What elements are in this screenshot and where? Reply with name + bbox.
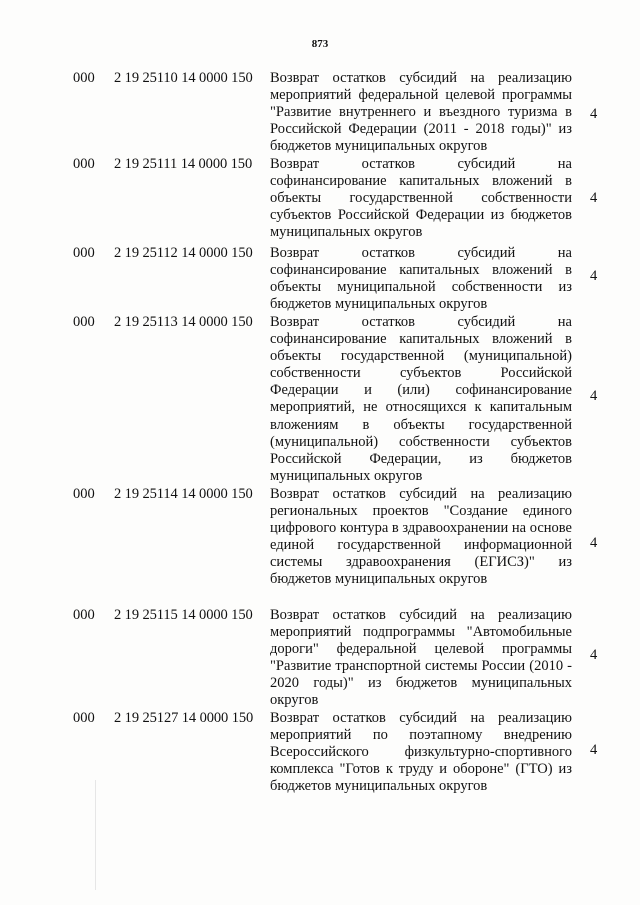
budget-classification-code: 2 19 25127 14 0000 150: [114, 710, 254, 726]
income-description: Возврат остатков субсидий на реализацию мероприятий по поэтапному внедрению Всероссийского физкультурно-спортивного комплекса "Готов к труду и обороне" (ГТО) из бюджетов муниципальных округов: [270, 710, 572, 795]
admin-code: 000: [73, 245, 95, 261]
income-description: Возврат остатков субсидий на софинансирование капитальных вложений в объекты государственной (муниципальной) собственности субъектов Российской Федерации и (или) софинансирование мероприятий, не относящихся к капитальным вложениям в объекты государственной (муниципальной) собственности субъектов Российской Федерации, из бюджетов муниципальных округов: [270, 314, 572, 484]
admin-code: 000: [73, 70, 95, 86]
norm-value: 4: [590, 106, 598, 122]
budget-classification-code: 2 19 25114 14 0000 150: [114, 486, 253, 502]
norm-value: 4: [590, 190, 598, 206]
norm-value: 4: [590, 742, 598, 758]
norm-value: 4: [590, 647, 598, 663]
budget-classification-code: 2 19 25111 14 0000 150: [114, 156, 253, 172]
budget-classification-code: 2 19 25115 14 0000 150: [114, 607, 253, 623]
income-description: Возврат остатков субсидий на софинансирование капитальных вложений в объекты муниципальной собственности из бюджетов муниципальных округов: [270, 245, 572, 313]
budget-classification-code: 2 19 25110 14 0000 150: [114, 70, 253, 86]
income-description: Возврат остатков субсидий на реализацию мероприятий подпрограммы "Автомобильные дороги" федеральной целевой программы "Развитие транспортной системы России (2010 - 2020 годы)" из бюджетов муниципальных округов: [270, 607, 572, 709]
admin-code: 000: [73, 156, 95, 172]
page-number: 873: [311, 38, 329, 50]
budget-classification-code: 2 19 25113 14 0000 150: [114, 314, 253, 330]
admin-code: 000: [73, 710, 95, 726]
admin-code: 000: [73, 607, 95, 623]
budget-classification-code: 2 19 25112 14 0000 150: [114, 245, 253, 261]
income-description: Возврат остатков субсидий на реализацию региональных проектов "Создание единого цифрового контура в здравоохранении на основе единой государственной информационной системы здравоохранения (ЕГИСЗ)" из бюджетов муниципальных округов: [270, 486, 572, 588]
scan-artifact-line: [95, 780, 96, 890]
norm-value: 4: [590, 388, 598, 404]
norm-value: 4: [590, 268, 598, 284]
admin-code: 000: [73, 314, 95, 330]
income-description: Возврат остатков субсидий на софинансирование капитальных вложений в объекты государственной собственности субъектов Российской Федерации из бюджетов муниципальных округов: [270, 156, 572, 241]
norm-value: 4: [590, 535, 598, 551]
admin-code: 000: [73, 486, 95, 502]
income-description: Возврат остатков субсидий на реализацию мероприятий федеральной целевой программы "Развитие внутреннего и въездного туризма в Российской Федерации (2011 - 2018 годы)" из бюджетов муниципальных округов: [270, 70, 572, 155]
